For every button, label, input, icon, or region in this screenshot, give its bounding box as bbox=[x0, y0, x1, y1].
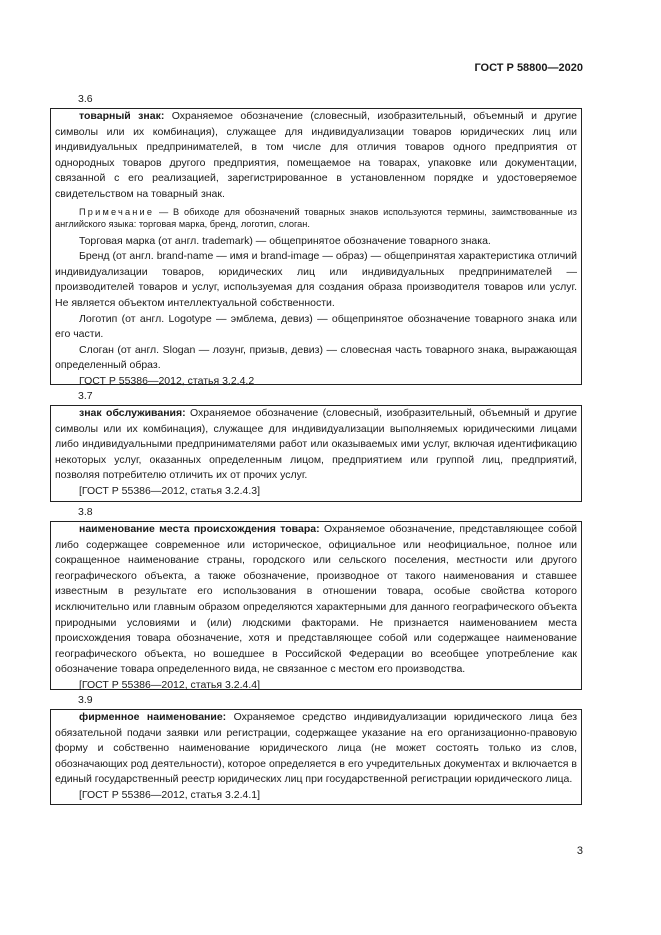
document-header: ГОСТ Р 58800—2020 bbox=[474, 62, 583, 74]
source-reference: [ГОСТ Р 55386—2012, статья 3.2.4.1] bbox=[79, 788, 261, 801]
term-title: знак обслуживания: bbox=[79, 407, 186, 419]
term-entry-trademark bbox=[50, 108, 582, 385]
term-definition bbox=[55, 406, 577, 484]
note bbox=[55, 206, 577, 230]
extra-paragraph: Бренд (от англ. brand-name — имя и brand-image — образ) — общепринятая характеристика отличий индивидуализации товаров, юридических лиц или индивидуальных предпринимателей — производителей товаров и услуг, используемая для создания образа производителя товаров или услуг. Не является объектом интеллектуальной собственности. bbox=[55, 250, 577, 309]
section-number: 3.7 bbox=[78, 390, 93, 402]
term-definition bbox=[55, 109, 577, 203]
term-definition bbox=[55, 522, 577, 678]
extra-paragraph: Слоган (от англ. Slogan — лозунг, призыв, девиз) — словесная часть товарного знака, выражающая определенный образ. bbox=[55, 343, 577, 372]
source-reference: ГОСТ Р 55386—2012, статья 3.2.4.2 bbox=[79, 374, 255, 387]
definition-text: Охраняемое обозначение (словесный, изобразительный, объемный и другие символы или их комбинация), служащее для индивидуализации выполняемых юридическими лицами либо индивидуальными предпринимателями работ или оказываемых ими услуг, включая идентификацию некоторых услуг, оказанных определенным лицом, предприятием или группой лиц, предприятий, позволяя потребителю отличить их от прочих услуг. bbox=[55, 407, 578, 482]
definition-text: Охраняемое обозначение (словесный, изобразительный, объемный и другие символы или их комбинация), служащее для индивидуализации товаров юридических лиц или индивидуальных предпринимателей, в том числе для отличия товаров одного предприятия от однородных товаров другого предприятия, помещаемое на товарах, упаковке или документации, связанной с его реализацией, зарегистрированное в установленном порядке и удостоверяемое свидетельством на товарный знак. bbox=[55, 110, 577, 200]
term-title: товарный знак: bbox=[79, 110, 165, 122]
term-title: фирменное наименование: bbox=[79, 711, 227, 723]
term-entry-service-mark bbox=[50, 405, 582, 502]
definition-text: Охраняемое средство индивидуализации юридического лица без обязательной подачи заявки или регистрации, содержащее указание на его организационно-правовую форму и собственно наименование юридического лица (не может состоять только из слов, обозначающих род деятельности), которое определяется в его учредительных документах и включается в единый государственный реестр юридических лиц при государственной регистрации юридического лица. bbox=[55, 711, 578, 786]
section-number: 3.9 bbox=[78, 694, 93, 706]
section-number: 3.6 bbox=[78, 93, 93, 105]
section-number: 3.8 bbox=[78, 506, 93, 518]
note-label: Примечание bbox=[79, 206, 155, 217]
definition-text: Охраняемое обозначение, представляющее собой либо содержащее современное или историческое, официальное или неофициальное, полное или сокращенное наименование страны, городского или сельского поселения, местности или другого географического объекта, а также обозначение, производное от такого наименования и ставшее известным в результате его использования в отношении товара, особые свойства которого исключительно или главным образом определяются характерными для данного географического объекта природными условиями и (или) людскими факторами. Не признается наименованием места происхождения товара обозначение, хотя и представляющее собой или содержащее наименование географического объекта, но вошедшее в Российской Федерации во всеобщее употребление как обозначение товара определенного вида, не связанное с местом его производства. bbox=[55, 523, 577, 676]
note-text: — В обиходе для обозначений товарных знаков используются термины, заимствованные из английского языка: торговая марка, бренд, логотип, слоган. bbox=[55, 206, 577, 229]
page-number: 3 bbox=[576, 845, 583, 857]
extra-paragraph: Логотип (от англ. Logotype — эмблема, девиз) — общепринятое обозначение товарного знака или его части. bbox=[55, 312, 577, 341]
term-title: наименование места происхождения товара: bbox=[79, 523, 320, 535]
term-definition bbox=[55, 710, 577, 788]
extra-paragraph: Торговая марка (от англ. trademark) — общепринятое обозначение товарного знака. bbox=[79, 234, 491, 247]
term-entry-place-of-origin bbox=[50, 521, 582, 690]
term-entry-company-name bbox=[50, 709, 582, 805]
source-reference: [ГОСТ Р 55386—2012, статья 3.2.4.4] bbox=[79, 678, 261, 691]
source-reference: [ГОСТ Р 55386—2012, статья 3.2.4.3] bbox=[79, 484, 261, 497]
